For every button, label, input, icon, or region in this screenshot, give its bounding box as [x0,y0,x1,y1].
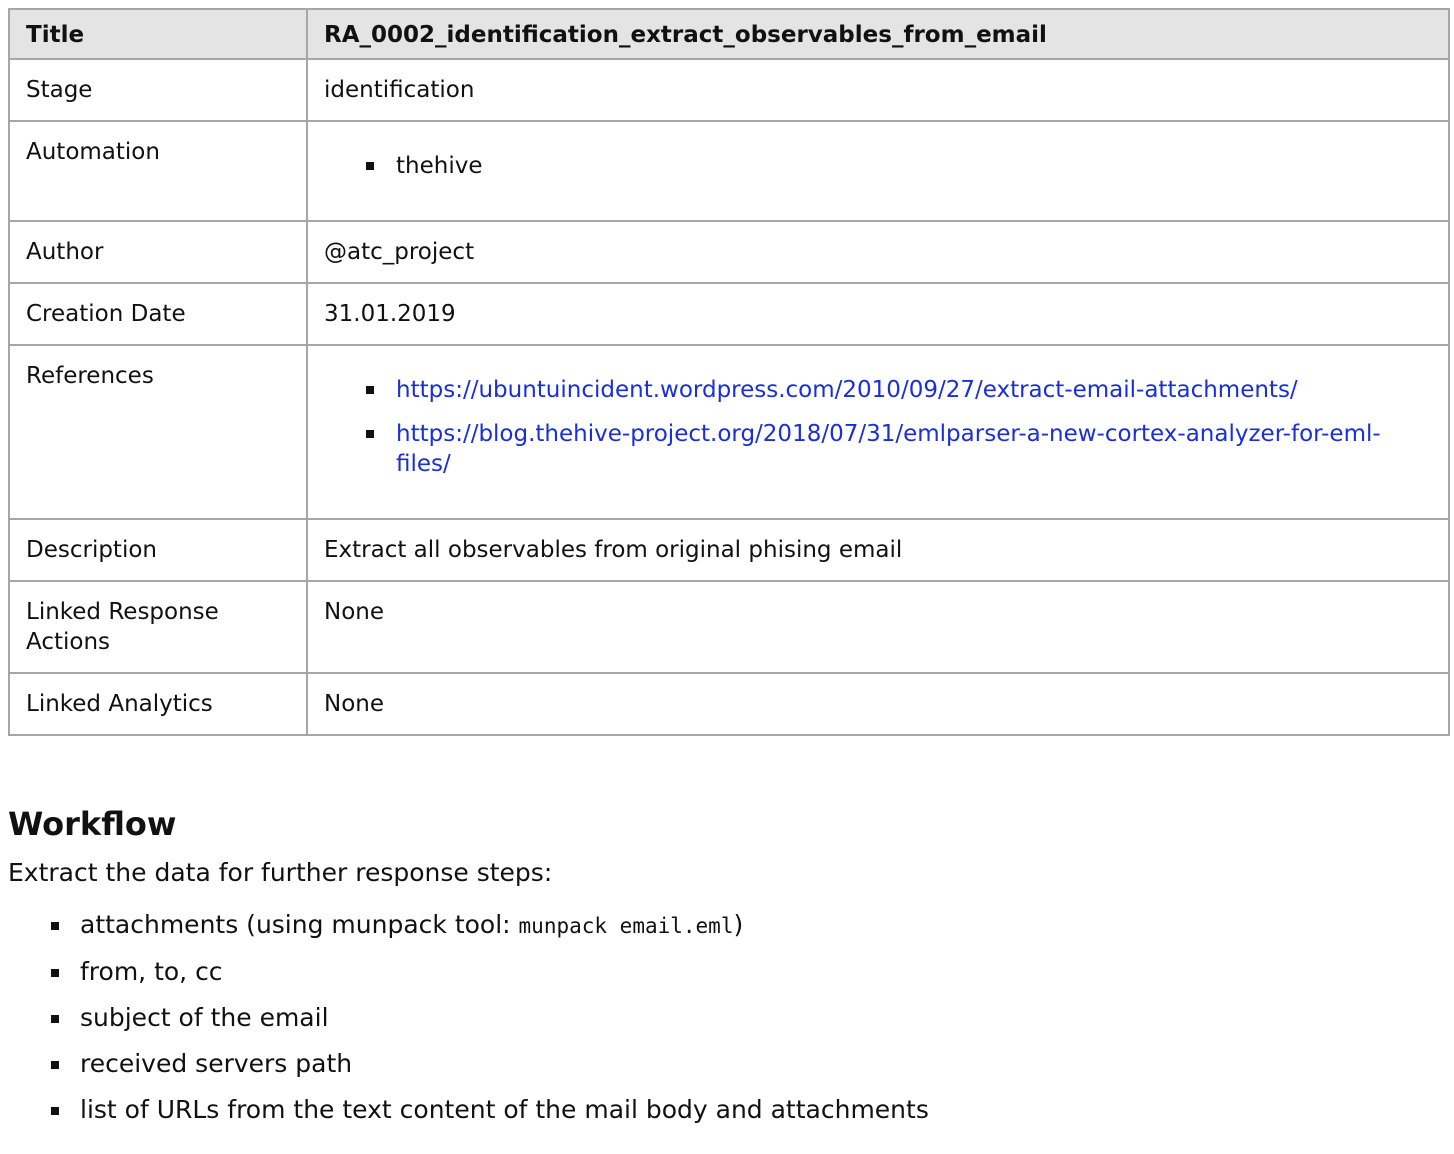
automation-list [324,151,1432,181]
step-attachments-close: ) [733,910,744,939]
table-row-description [9,519,1449,581]
workflow-intro: Extract the data for further response steps: [8,858,553,887]
table-row-creation-date [9,283,1449,345]
automation-label: Automation [9,121,307,221]
author-value: @atc_project [307,221,1449,283]
workflow-step: subject of the email [80,1001,1448,1035]
table-row-linked-response-actions [9,581,1449,673]
references-value [307,345,1449,519]
stage-value: identification [307,59,1449,121]
munpack-command: munpack email.eml [518,914,734,938]
workflow-step: list of URLs from the text content of the mail body and attachments [80,1093,1448,1127]
creation-date-label: Creation Date [9,283,307,345]
workflow-step-attachments [80,908,1448,943]
title-value: RA_0002_identification_extract_observables_from_email [307,9,1449,59]
reference-item [396,419,1432,479]
table-row-references [9,345,1449,519]
reference-link-thehive-blog[interactable]: https://blog.thehive-project.org/2018/07/31/emlparser-a-new-cortex-analyzer-for-eml-files/ [396,421,1381,477]
response-action-table [8,8,1450,736]
stage-label: Stage [9,59,307,121]
table-row-author [9,221,1449,283]
workflow-heading: Workflow [8,805,177,843]
workflow-step: received servers path [80,1047,1448,1081]
description-value: Extract all observables from original phising email [307,519,1449,581]
table-row-linked-analytics [9,673,1449,735]
document-page [8,8,1448,1139]
linked-response-actions-value: None [307,581,1449,673]
reference-link-ubuntuincident[interactable]: https://ubuntuincident.wordpress.com/2010/09/27/extract-email-attachments/ [396,377,1298,403]
reference-item [396,375,1432,405]
author-label: Author [9,221,307,283]
references-list [324,375,1432,479]
automation-value [307,121,1449,221]
automation-item: thehive [396,151,1432,181]
workflow-step: from, to, cc [80,955,1448,989]
table-row-stage [9,59,1449,121]
linked-analytics-value: None [307,673,1449,735]
table-row-automation [9,121,1449,221]
table-row-title [9,9,1449,59]
workflow-steps-list [8,908,1448,1127]
linked-response-actions-label: Linked Response Actions [9,581,307,673]
step-attachments-text: attachments (using munpack tool: [80,910,519,939]
description-label: Description [9,519,307,581]
creation-date-value: 31.01.2019 [307,283,1449,345]
title-label: Title [9,9,307,59]
linked-analytics-label: Linked Analytics [9,673,307,735]
references-label: References [9,345,307,519]
